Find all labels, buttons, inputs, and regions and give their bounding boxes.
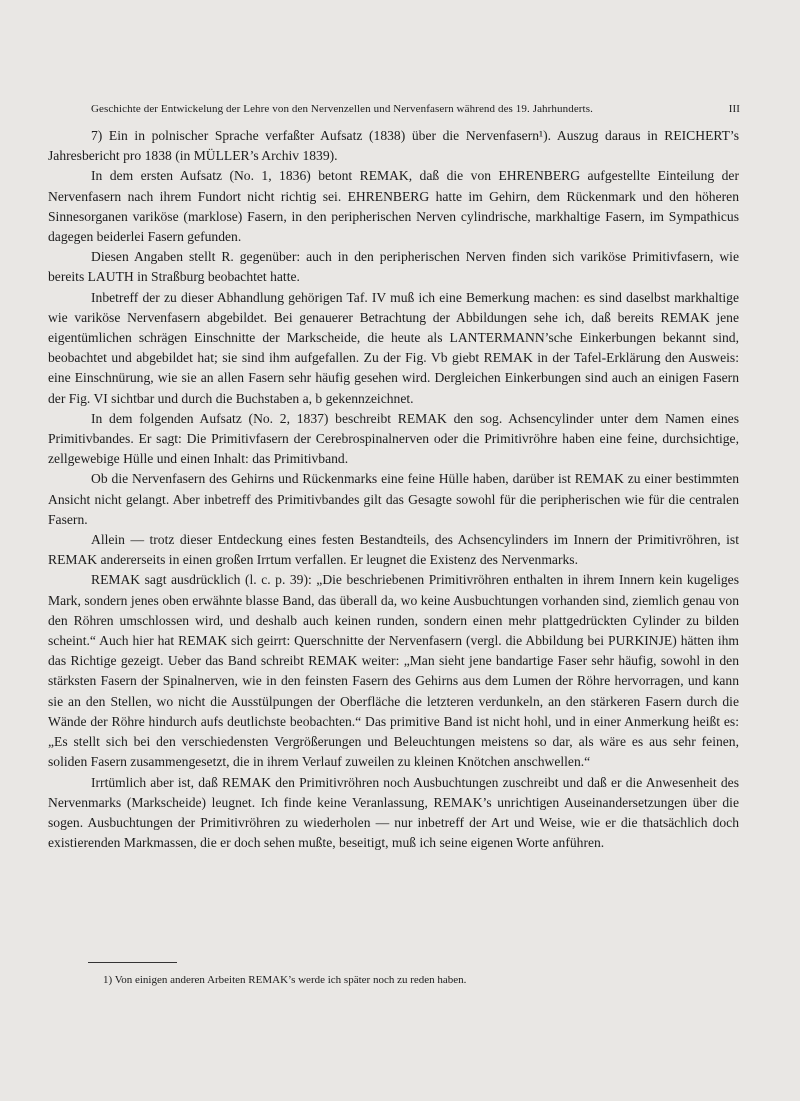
paragraph: Diesen Angaben stellt R. gegenüber: auch in den peripherischen Nerven finden sich variköse Primitivfasern, wie bereits LAUTH in Straßburg beobachtet hatte. [48, 249, 739, 285]
paragraph: 7) Ein in polnischer Sprache verfaßter Aufsatz (1838) über die Nervenfasern¹). Auszug daraus in REICHERT’s Jahresbericht pro 1838 (in MÜLLER’s Archiv 1839). [48, 128, 739, 164]
footnote: 1) Von einigen anderen Arbeiten REMAK’s werde ich später noch zu reden haben. [103, 974, 467, 986]
running-title: Geschichte der Entwickelung der Lehre von den Nervenzellen und Nervenfasern während des 19. Jahrhunderts. [91, 103, 593, 115]
paragraph: Allein — trotz dieser Entdeckung eines festen Bestandteils, des Achsencylinders im Innern der Primitivröhren, ist REMAK andererseits in einen großen Irrtum verfallen. Er leugnet die Existenz des Nervenmarks. [48, 532, 739, 568]
paragraph: Ob die Nervenfasern des Gehirns und Rückenmarks eine feine Hülle haben, darüber ist REMAK zu einer bestimmten Ansicht nicht gelangt. Aber inbetreff des Primitivbandes gilt das Gesagte sowohl für die peripherischen wie für die centralen Fasern. [48, 471, 739, 527]
footnote-rule [88, 962, 177, 963]
paragraph: In dem folgenden Aufsatz (No. 2, 1837) beschreibt REMAK den sog. Achsencylinder unter dem Namen eines Primitivbandes. Er sagt: Die Primitivfasern der Cerebrospinalnerven oder die Primitivröhre haben eine feine, durchsichtige, zellgewebige Hülle und einen Inhalt: das Primitivband. [48, 410, 739, 467]
body-text [48, 126, 739, 853]
paragraph: Inbetreff der zu dieser Abhandlung gehörigen Taf. IV muß ich eine Bemerkung machen: es sind daselbst markhaltige wie variköse Nervenfasern abgebildet. Bei genauerer Betrachtung der Abbildungen sehe ich, daß bereits REMAK jene eigentümlichen schrägen Einschnitte der Markscheide, die heute als LANTERMANN’sche Einkerbungen bekannt sind, beobachtet und abgebildet hat; sie sind ihm aufgefallen. Zu der Fig. Vb giebt REMAK in der Tafel-Erklärung den Ausweis: eine Einschnürung, wie sie an allen Fasern sehr häufig gesehen wird. Dergleichen Einkerbungen sind auch an einigen Fasern der Fig. VI sichtbar und durch die Buchstaben a, b gekennzeichnet. [48, 289, 739, 406]
paragraph: REMAK sagt ausdrücklich (l. c. p. 39): „Die beschriebenen Primitivröhren enthalten in ihrem Innern kein kugeliges Mark, sondern jenes oben erwähnte blasse Band, das überall da, wo keine Ausbuchtungen vorhanden sind, ziemlich genau von den Röhren umschlossen wird, und deshalb auch keinen runden, sondern einen mehr plattgedrückten Cylinder zu bilden scheint.“ Auch hier hat REMAK sich geirrt: Querschnitte der Nervenfasern (vergl. die Abbildung bei PURKINJE) hätten ihm das Richtige gezeigt. Ueber das Band schreibt REMAK weiter: „Man sieht jene bandartige Faser sehr häufig, sowohl in den stärksten Fasern der Spinalnerven, wie in den feinsten Fasern des Gehirns aus dem Lumen der Röhre hervorragen, und kann sie an den Stellen, wo nicht die Ausstülpungen der Oberfläche die letzteren verdunkeln, an den stärkeren Fasern durch die Wände der Röhre hindurch aufs deutlichste beobachten.“ Das primitive Band ist nicht hohl, und in einer Anmerkung heißt es: „Es stellt sich bei den verschiedensten Vergrößerungen und Beleuchtungen meistens so dar, als wäre es aus sehr feinen, soliden Fasern zusammengesetzt, die in ihrem Verlauf zuweilen zu kleinen Knötchen anschwellen.“ [48, 572, 739, 770]
running-head [91, 103, 740, 115]
page-number: III [728, 103, 740, 115]
paragraph: Irrtümlich aber ist, daß REMAK den Primitivröhren noch Ausbuchtungen zuschreibt und daß er die Anwesenheit des Nervenmarks (Markscheide) leugnet. Ich finde keine Veranlassung, REMAK’s unrichtigen Auseinandersetzungen über die sogen. Ausbuchtungen der Primitivröhren zu wiederholen — nur inbetreff der Art und Weise, wie er die thatsächlich doch existierenden Markmassen, die er doch sehen mußte, beseitigt, muß ich seine eigenen Worte anführen. [48, 774, 739, 851]
paragraph: In dem ersten Aufsatz (No. 1, 1836) betont REMAK, daß die von EHRENBERG aufgestellte Einteilung der Nervenfasern nach ihrem Fundort nicht richtig sei. EHRENBERG hatte im Gehirn, dem Rückenmark und den höheren Sinnesorganen variköse (marklose) Fasern, in den peripherischen Nerven cylindrische, markhaltige Fasern, im Sympathicus dagegen beiderlei Fasern gefunden. [48, 168, 739, 245]
